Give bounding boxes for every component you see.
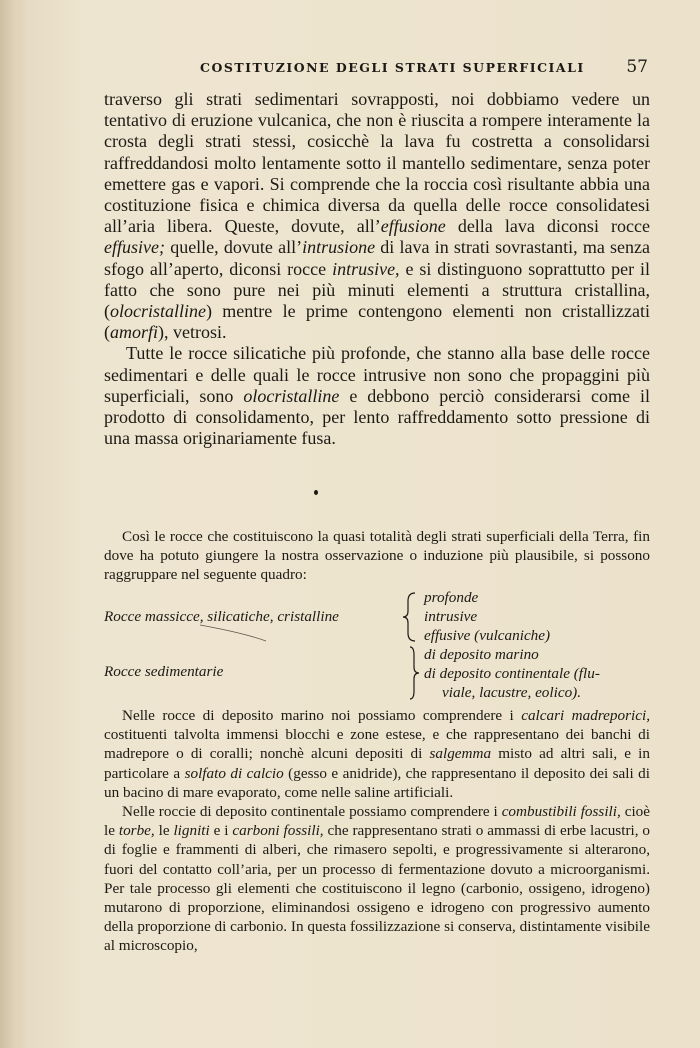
- paragraph-5: [104, 802, 650, 956]
- text-run: Nelle rocce di deposito marino noi possiamo comprendere i: [122, 707, 522, 724]
- italic-term: effusione: [380, 216, 446, 237]
- text-run: cioè le: [104, 803, 651, 840]
- ink-dot: [314, 490, 318, 495]
- text-run: e i: [209, 822, 233, 840]
- italic-term: carboni fossili,: [232, 822, 324, 840]
- sedimentary-item-continental: di deposito continentale (flu-: [424, 665, 600, 682]
- sedimentary-item-continental-cont: viale, lacustre, eolico).: [442, 684, 582, 701]
- massive-item-effusive: effusive (vulcaniche): [424, 627, 551, 644]
- text-run: traverso gli strati sedimentari sovrapposti, noi dobbiamo vedere un tentativo di eruzione vulcanica, che non è riuscita a rompere interamente la crosta degli strati stessi, cosicchè la lava fu costretta a consolidarsi raffreddandosi molto lentamente sotto il mantello sedimentare, senza poter emettere gas e vapori. Si comprende che la roccia così risultante abbia una costituzione fisica e chimica diversa da quella delle rocce consolidatesi all’aria libera. Queste, dovute, all’: [104, 89, 650, 237]
- text-run: ) mentre le prime contengono elementi non cristallizzati (: [104, 301, 650, 343]
- running-head: COSTITUZIONE DEGLI STRATI SUPERFICIALI: [200, 60, 585, 75]
- paragraph-4: [104, 706, 650, 802]
- text-run: (gesso e anidride), che rappresentano il deposito dei sali di un bacino di mare evaporato, come nelle saline artificiali.: [104, 764, 650, 801]
- text-run: di lava in strati sovrastanti, ma senza sfogo all’aperto, diconsi rocce: [104, 237, 650, 279]
- massive-item-profonde: profonde: [424, 589, 479, 606]
- italic-term: ligniti: [173, 822, 210, 840]
- text-run: Tutte le rocce silicatiche più profonde, che stanno alla base delle rocce sedimentari e delle quali le rocce intrusive non sono che propaggini più superficiali, sono: [104, 343, 650, 406]
- text-run: costituenti talvolta immensi blocchi e zone estese, e che rappresentano dei banchi di madrepore o di coralli; nonchè alcuni depositi di: [104, 726, 650, 763]
- paragraph-1: [104, 89, 650, 343]
- classification-table: [104, 589, 650, 707]
- text-run: e si distinguono soprattutto per il fatto che sono pure nei più minuti elementi a struttura cristallina, (: [104, 258, 650, 322]
- text-run: ), vetrosi.: [158, 322, 227, 343]
- massive-item-intrusive: intrusive: [424, 608, 478, 625]
- text-run: che rappresentano strati o ammassi di erbe lacustri, o di foglie e frammenti di alberi, che rimasero sepolti, e progressivamente si alterarono, fuori del contatto coll’aria, per un processo di fermentazione dovuto a microorganismi. Per tale processo gli elementi che costituiscono il legno (carbonio, ossigeno, idrogeno) mutarono di proporzione, eliminandosi ossigeno e idrogeno con progressivo aumento della proporzione di carbonio. In questa fossilizzazione si conserva, distintamente visibile al microscopio,: [104, 822, 650, 955]
- italic-term: effusive;: [104, 237, 165, 258]
- massive-rocks-label: Rocce massicce, silicatiche, cristalline: [104, 608, 339, 625]
- text-run: e debbono perciò considerarsi come il prodotto di consolidamento, per lento raffreddamento sotto pressione di una massa originariamente fusa.: [104, 385, 650, 449]
- text-run: della lava diconsi rocce: [445, 216, 650, 237]
- sedimentary-item-marine: di deposito marino: [424, 646, 539, 663]
- italic-term: torbe,: [118, 822, 155, 840]
- text-run: misto ad altri sali, e in particolare a: [104, 745, 650, 782]
- page-header: [104, 58, 650, 80]
- italic-term: salgemma: [429, 745, 492, 763]
- text-run: le: [154, 822, 174, 840]
- sedimentary-rocks-label: Rocce sedimentarie: [104, 663, 224, 680]
- italic-term: intrusione: [302, 237, 376, 258]
- text-run: quelle, dovute all’: [164, 237, 303, 258]
- paragraph-3: Così le rocce che costituiscono la quasi totalità degli strati superficiali della Terra, fin dove ha potuto giungere la nostra osservazione o induzione più plausibile, si possono raggruppare nel seguente quadro:: [104, 528, 650, 584]
- italic-term: solfato di calcio: [184, 764, 284, 782]
- main-text: [104, 89, 650, 449]
- paragraph-2: [104, 343, 650, 449]
- classification-intro: [104, 527, 650, 585]
- italic-term: calcari madreporici,: [521, 707, 650, 724]
- page-number: 57: [626, 57, 648, 77]
- italic-term: intrusive,: [332, 258, 400, 279]
- text-run: Nelle roccie di deposito continentale possiamo comprendere i: [122, 803, 502, 821]
- page-spine-shadow: [0, 0, 26, 1048]
- italic-term: olocristalline: [110, 301, 206, 322]
- italic-term: amorfi: [110, 322, 159, 343]
- italic-term: combustibili fossili,: [501, 803, 621, 821]
- italic-term: olocristalline: [243, 385, 340, 406]
- lower-text: [104, 706, 650, 956]
